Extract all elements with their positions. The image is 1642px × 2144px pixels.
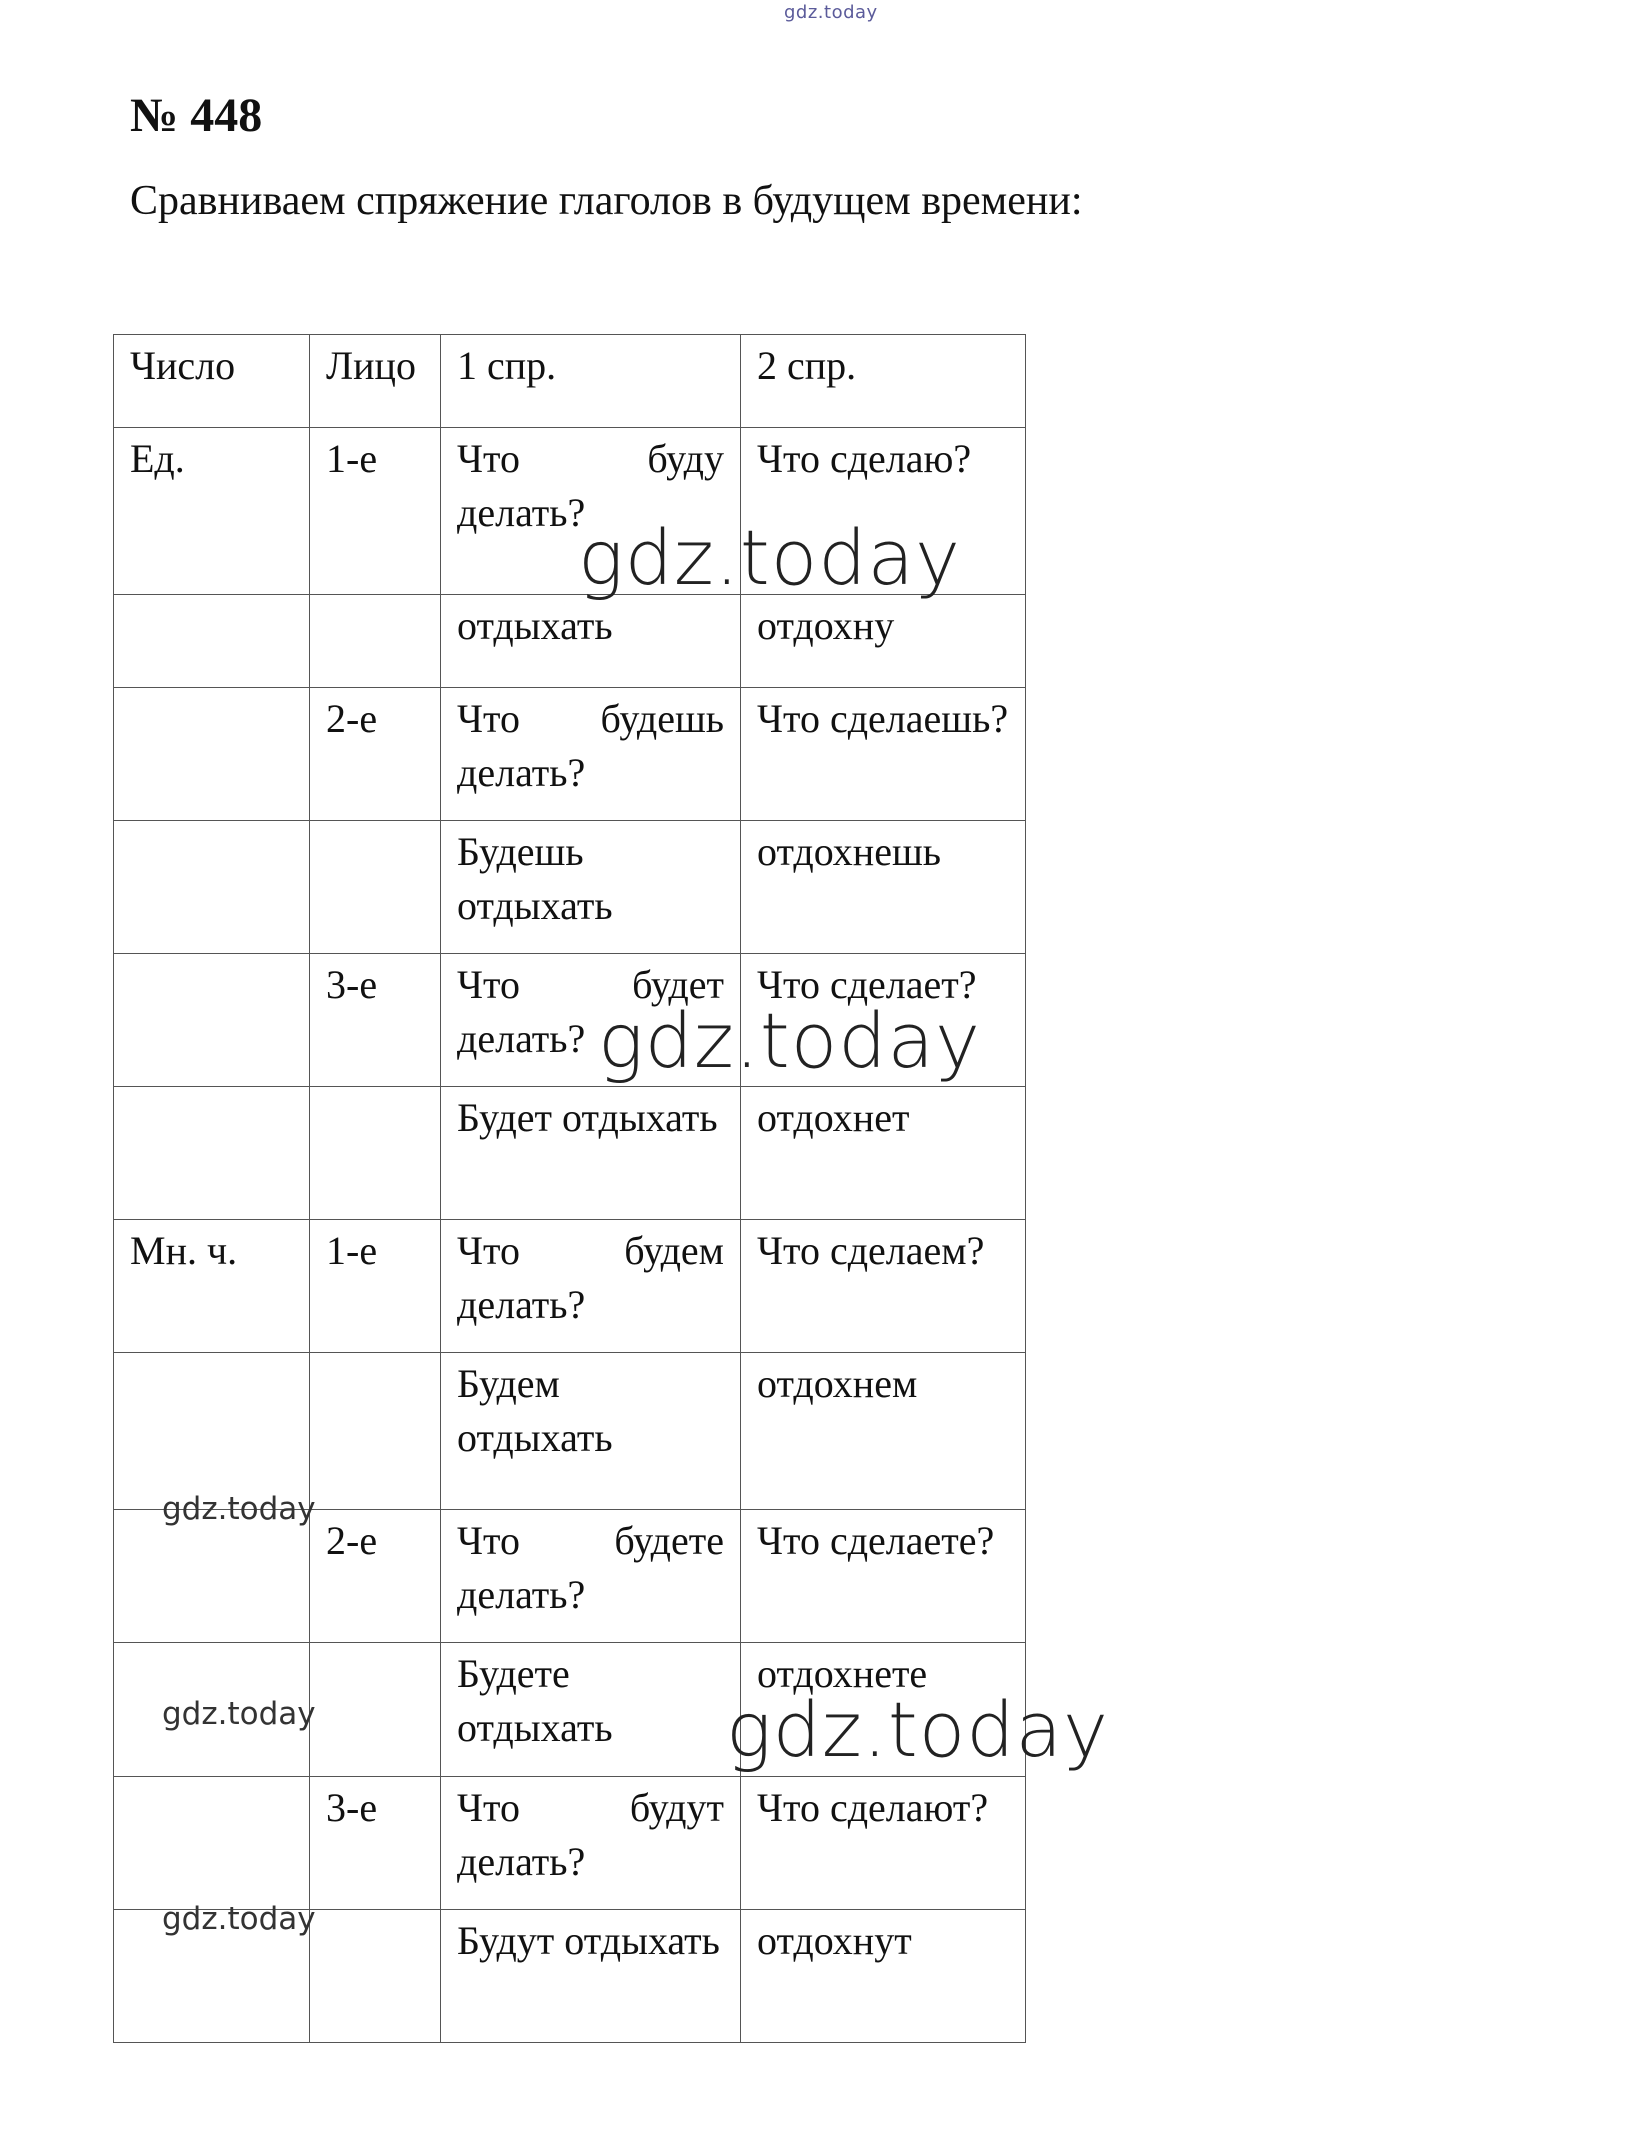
table-row	[114, 1353, 1026, 1510]
table-cell: 1-е	[310, 428, 441, 595]
watermark: gdz.today	[578, 513, 961, 602]
table-cell: Что сделают?	[741, 1777, 1026, 1910]
table-cell	[114, 595, 310, 688]
table-cell: отдохнет	[741, 1087, 1026, 1220]
table-cell	[114, 1087, 310, 1220]
table-cell	[114, 1353, 310, 1510]
table-cell: отдыхать	[441, 595, 741, 688]
table-cell	[310, 1087, 441, 1220]
table-cell: 2-е	[310, 1510, 441, 1643]
table-cell: Что сделает?	[741, 954, 1026, 1087]
table-cell	[114, 688, 310, 821]
table-cell: Что сделаешь?	[741, 688, 1026, 821]
table-cell: Что сделаю?	[741, 428, 1026, 595]
watermark: gdz.today	[598, 996, 981, 1085]
table-cell: отдохнут	[741, 1910, 1026, 2043]
table-row	[114, 1510, 1026, 1643]
table-cell: отдохнешь	[741, 821, 1026, 954]
table-cell	[310, 821, 441, 954]
watermark: gdz.today	[162, 1901, 316, 1937]
table-cell: Что сделаем?	[741, 1220, 1026, 1353]
table-cell	[310, 1643, 441, 1777]
watermark: gdz.today	[162, 1696, 316, 1732]
header-cell-conj2: 2 спр.	[741, 335, 1026, 428]
table-cell: Что сделаете?	[741, 1510, 1026, 1643]
table-cell: Что будем делать?	[441, 1220, 741, 1353]
table-cell: Что будут делать?	[441, 1777, 741, 1910]
table-cell: Мн. ч.	[114, 1220, 310, 1353]
table-cell	[114, 954, 310, 1087]
table-cell: Будет отдыхать	[441, 1087, 741, 1220]
table-cell: Будем отдыхать	[441, 1353, 741, 1510]
task-number: № 448	[130, 89, 263, 142]
table-cell: Будете отдыхать	[441, 1643, 741, 1777]
table-cell: Что будете делать?	[441, 1510, 741, 1643]
table-cell: отдохнем	[741, 1353, 1026, 1510]
table-cell: 3-е	[310, 954, 441, 1087]
table-row	[114, 821, 1026, 954]
table-cell: 3-е	[310, 1777, 441, 1910]
table-row	[114, 1777, 1026, 1910]
table-row	[114, 1220, 1026, 1353]
table-cell	[114, 1777, 310, 1910]
table-cell: Будут отдыхать	[441, 1910, 741, 2043]
table-cell: Ед.	[114, 428, 310, 595]
table-row	[114, 595, 1026, 688]
table-cell	[310, 1353, 441, 1510]
table-cell: 2-е	[310, 688, 441, 821]
header-cell-person: Лицо	[310, 335, 441, 428]
header-cell-number: Число	[114, 335, 310, 428]
table-cell: отдохнете	[741, 1643, 1026, 1777]
table-cell	[310, 1910, 441, 2043]
table-cell: отдохну	[741, 595, 1026, 688]
table-cell: 1-е	[310, 1220, 441, 1353]
table-cell	[114, 821, 310, 954]
watermark: gdz.today	[162, 1491, 316, 1527]
table-cell	[114, 1510, 310, 1643]
table-row	[114, 688, 1026, 821]
table-header-row	[114, 335, 1026, 428]
table-cell: Что будешь делать?	[441, 688, 741, 821]
watermark: gdz.today	[726, 1685, 1109, 1774]
task-subtitle: Сравниваем спряжение глаголов в будущем времени:	[130, 178, 1083, 224]
table-cell: Что будет делать?	[441, 954, 741, 1087]
table-row	[114, 1087, 1026, 1220]
table-cell	[310, 595, 441, 688]
header-cell-conj1: 1 спр.	[441, 335, 741, 428]
table-cell: Будешь отдыхать	[441, 821, 741, 954]
table-cell: Что буду делать?	[441, 428, 741, 595]
top-watermark: gdz.today	[784, 2, 878, 23]
